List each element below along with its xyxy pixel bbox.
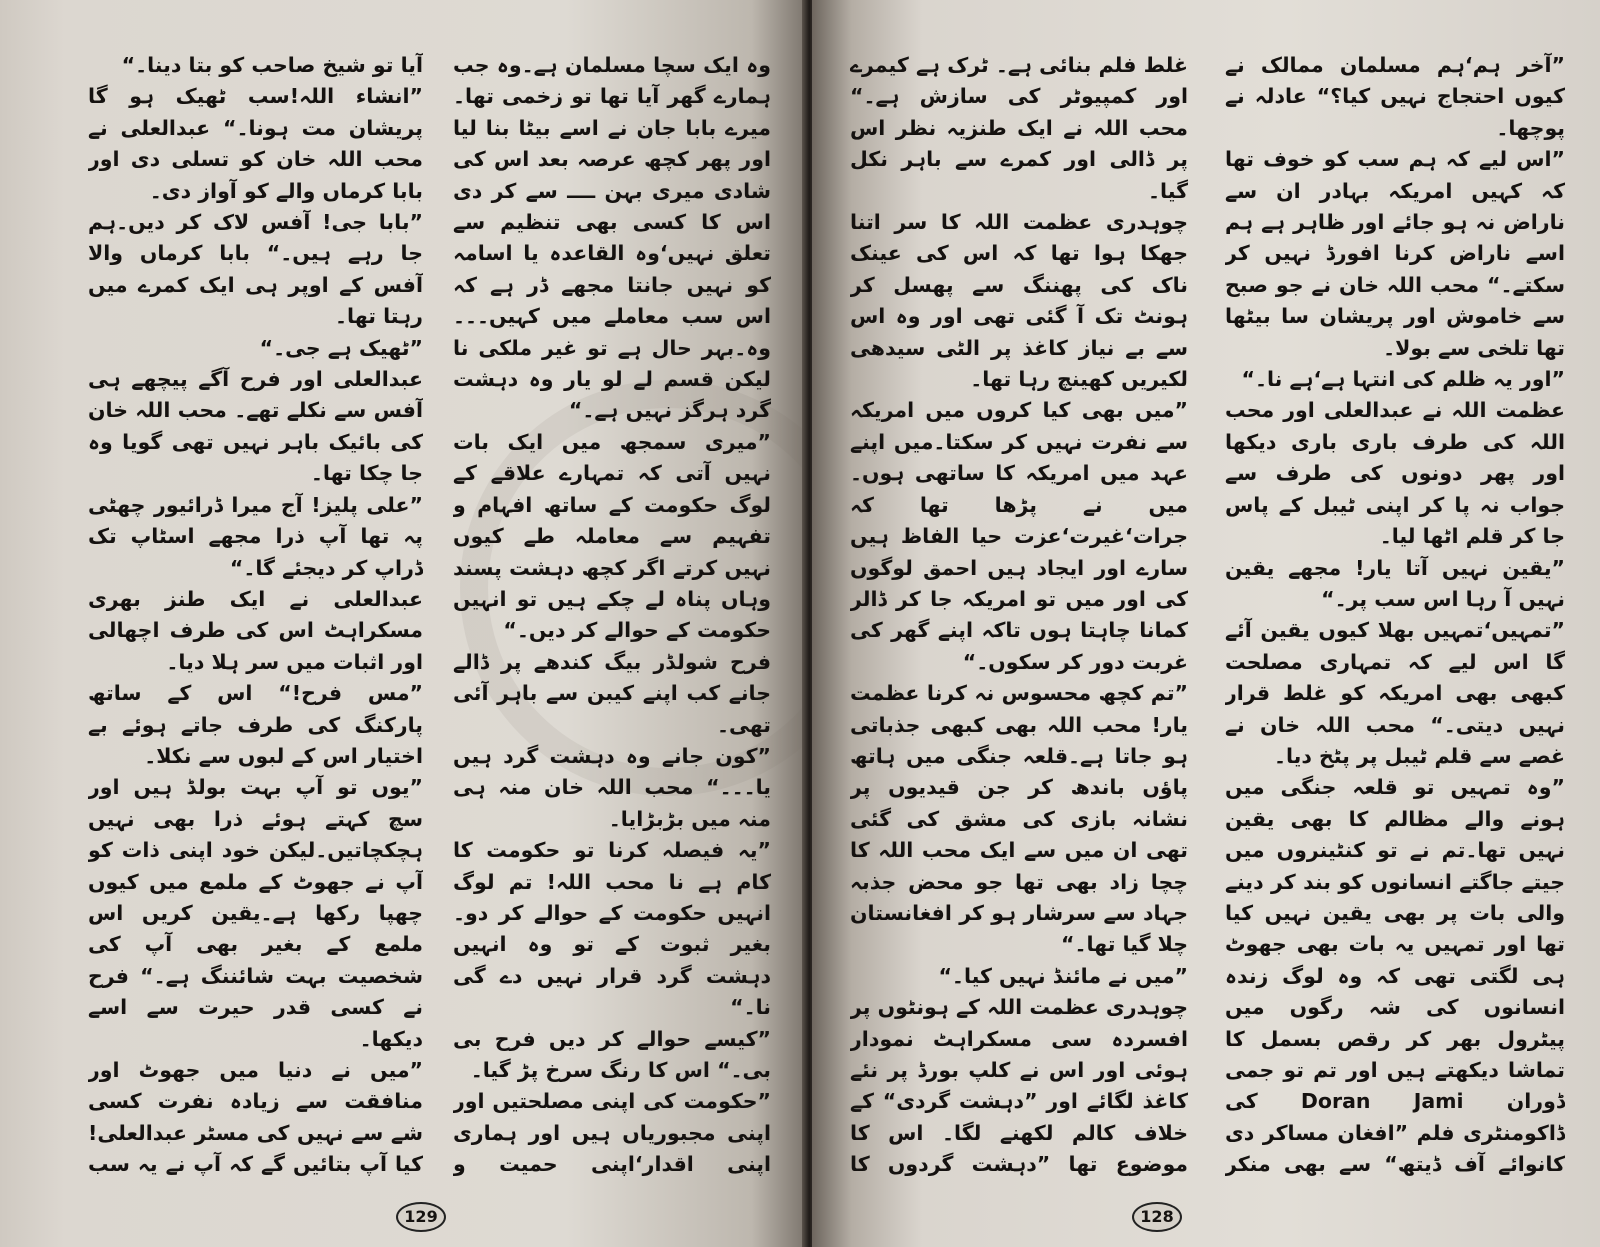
- paragraph: عبدالعلی نے ایک طنز بھری مسکراہٹ اس کی طرف اچھالی اور اثبات میں سر ہلا دیا۔: [88, 586, 423, 674]
- paragraph: ”مس فرح!“ اس کے ساتھ پارکنگ کی طرف جاتے ہوئے بے اختیار اس کے لبوں سے نکلا۔: [88, 681, 423, 768]
- right-page-column-right: [1225, 50, 1565, 1180]
- paragraph: چوہدری عظمت اللہ کا سر اتنا جھکا ہوا تھا کہ اس کی عینک ناک کی پھننگ سے پھسل کر ہونٹ تک آ گئی تھی اور وہ اس سے بے نیاز کاغذ پر الٹی سیدھی لکیریں کھینچ رہا تھا۔: [850, 210, 1188, 392]
- paragraph: ”میں نے مائنڈ نہیں کیا۔“: [938, 963, 1188, 988]
- paragraph: فرح شولڈر بیگ کندھے پر ڈالے جانے کب اپنے کیبن سے باہر آئی تھی۔: [453, 649, 771, 737]
- paragraph: عظمت اللہ نے عبدالعلی اور محب اللہ کی طرف باری باری دیکھا اور پھر دونوں کی طرف سے جواب نہ پا کر اپنی ٹیبل کے پاس جا کر قلم اٹھا لیا۔: [1225, 398, 1565, 549]
- right-page: [812, 0, 1600, 1247]
- paragraph: آیا تو شیخ صاحب کو بتا دینا۔“: [121, 53, 423, 77]
- right-page-column-left: [850, 50, 1188, 1180]
- paragraph: ”ٹھیک ہے جی۔“: [259, 335, 423, 360]
- paragraph: ”آخر ہم‘ہم مسلمان ممالک نے کیوں احتجاج نہیں کیا؟“ عادلہ نے پوچھا۔: [1225, 53, 1565, 140]
- paragraph: ”میں بھی کیا کروں میں امریکہ سے نفرت نہیں کر سکتا۔میں اپنے عہد میں امریکہ کا ساتھی ہوں۔میں نے پڑھا تھا کہ جرات‘غیرت‘عزت حیا الفاظ ہیں سارے اور ایجاد ہیں احمق لوگوں کی اور میں تو امریکہ جا کر ڈالر کمانا چاہتا ہوں تاکہ اپنے گھر کی غربت دور کر سکوں۔“: [850, 398, 1188, 674]
- paragraph: چوہدری عظمت اللہ کے ہونٹوں پر افسردہ سی مسکراہٹ نمودار ہوئی اور اس نے کلپ بورڈ پر نئے کاغذ لگائے اور ”دہشت گردی“ کے خلاف کالم لکھنے لگا۔ اس کا موضوع تھا ”دہشت گردوں کا: [850, 995, 1188, 1177]
- paragraph: ”یہ فیصلہ کرنا تو حکومت کا کام ہے نا محب اللہ! تم لوگ انہیں حکومت کے حوالے کر دو۔بغیر ثبوت کے تو وہ انہیں دہشت گرد قرار نہیں دے گی نا۔“: [453, 838, 771, 1020]
- paragraph: ”بابا جی! آفس لاک کر دیں۔ہم جا رہے ہیں۔“ بابا کرماں والا آفس کے اوپر ہی ایک کمرے میں رہتا تھا۔: [88, 210, 423, 329]
- left-page-column-left: [88, 50, 423, 1180]
- paragraph: ”تمہیں‘تمہیں بھلا کیوں یقین آئے گا اس لیے کہ تمہاری مصلحت کبھی بھی امریکہ کو غلط قرار نہیں دیتی۔“ محب اللہ خان نے غصے سے قلم ٹیبل پر پٹخ دیا۔: [1225, 618, 1565, 768]
- page-number-128: 128: [1132, 1202, 1182, 1232]
- paragraph: غلط فلم بنائی ہے۔ ٹرک ہے کیمرے اور کمپیوٹر کی سازش ہے۔“ محب اللہ نے ایک طنزیہ نظر اس پر ڈالی اور کمرے سے باہر نکل گیا۔: [850, 53, 1188, 203]
- paragraph: عبدالعلی اور فرح آگے پیچھے ہی آفس سے نکلے تھے۔ محب اللہ خان کی بائیک باہر نہیں تھی گویا وہ جا چکا تھا۔: [88, 367, 423, 486]
- paragraph: ”کیسے حوالے کر دیں فرح بی بی۔“ اس کا رنگ سرخ پڑ گیا۔: [453, 1026, 771, 1082]
- paragraph: ”اور یہ ظلم کی انتہا ہے‘ہے نا۔“: [1241, 367, 1565, 392]
- paragraph: ”میں نے دنیا میں جھوٹ اور منافقت سے زیادہ نفرت کسی شے سے نہیں کی مسٹر عبدالعلی!کیا آپ بتائیں گے کہ آپ نے یہ سب: [88, 1058, 423, 1177]
- paragraph: ”کون جانے وہ دہشت گرد ہیں یا۔۔۔“ محب اللہ خان منہ ہی منہ میں بڑبڑایا۔: [453, 743, 771, 831]
- paragraph: ”وہ تمہیں تو قلعہ جنگی میں ہونے والے مظالم کا بھی یقین نہیں تھا۔تم نے تو کنٹینروں میں جیتے جاگتے انسانوں کو بند کر دینے والی بات پر بھی یقین نہیں کیا تھا اور تمہیں یہ بات بھی جھوٹ ہی لگتی تھی کہ وہ لوگ زندہ انسانوں کی شہ رگوں میں پیٹرول بھر کر رقص بسمل کا تماشا دیکھتے ہیں اور تم تو جمی ڈوران Doran Jami کی ڈاکومنٹری فلم ”افغان مساکر دی کانوائے آف ڈیتھ“ سے بھی منکر: [1225, 775, 1565, 1177]
- page-number-129: 129: [396, 1202, 446, 1232]
- paragraph: ”یوں تو آپ بہت بولڈ ہیں اور سچ کہتے ہوئے ذرا بھی نہیں ہچکچاتیں۔لیکن خود اپنی ذات کو آپ نے جھوٹ کے ملمع میں کیوں چھپا رکھا ہے۔یقین کریں اس ملمع کے بغیر بھی آپ کی شخصیت بہت شائننگ ہے۔“ فرح نے کسی قدر حیرت سے اسے دیکھا۔: [88, 775, 423, 1051]
- left-page-column-right: [453, 50, 771, 1180]
- paragraph: وہ ایک سچا مسلمان ہے۔وہ جب ہمارے گھر آیا تھا تو زخمی تھا۔ میرے بابا جان نے اسے بیٹا بنا لیا اور پھر کچھ عرصہ بعد اس کی شادی میری بہن ــــ سے کر دی اس کا کسی بھی تنظیم سے تعلق نہیں‘وہ القاعدہ یا اسامہ کو نہیں جانتا مجھے ڈر ہے کہ اس سب معاملے میں کہیں۔۔۔وہ۔بہر حال ہے تو غیر ملکی نا لیکن قسم لے لو یار وہ دہشت گرد ہرگز نہیں ہے۔“: [453, 53, 771, 423]
- paragraph: ”تم کچھ محسوس نہ کرنا عظمت یار! محب اللہ بھی کبھی جذباتی ہو جاتا ہے۔قلعہ جنگی میں ہاتھ پاؤں باندھ کر جن قیدیوں پر نشانہ بازی کی مشق کی گئی تھی ان میں سے ایک محب اللہ کا چچا زاد بھی تھا جو محض جذبہ جہاد سے سرشار ہو کر افغانستان چلا گیا تھا۔“: [850, 681, 1188, 957]
- paragraph: ”یقین نہیں آتا یار! مجھے یقین نہیں آ رہا اس سب پر۔“: [1225, 555, 1565, 611]
- paragraph: ”اس لیے کہ ہم سب کو خوف تھا کہ کہیں امریکہ بہادر ان سے ناراض نہ ہو جائے اور ظاہر ہے ہم اسے ناراض کرنا افورڈ نہیں کر سکتے۔“ محب اللہ خان نے جو صبح سے خاموش اور پریشان سا بیٹھا تھا تلخی سے بولا۔: [1225, 147, 1565, 360]
- paragraph: ”علی پلیز! آج میرا ڈرائیور چھٹی پہ تھا آپ ذرا مجھے اسٹاپ تک ڈراپ کر دیجئے گا۔“: [88, 492, 423, 580]
- paragraph: ”میری سمجھ میں ایک بات نہیں آتی کہ تمہارے علاقے کے لوگ حکومت کے ساتھ افہام و تفہیم سے معاملہ طے کیوں نہیں کرتے اگر کچھ دہشت پسند وہاں پناہ لے چکے ہیں تو انہیں حکومت کے حوالے کر دیں۔“: [453, 429, 771, 643]
- paragraph: ”حکومت کی اپنی مصلحتیں اور اپنی مجبوریاں ہیں اور ہماری اپنی اقدار‘اپنی حمیت و: [453, 1089, 771, 1177]
- paragraph: ”انشاء اللہ!سب ٹھیک ہو گا پریشان مت ہونا۔“ عبدالعلی نے محب اللہ خان کو تسلی دی اور بابا کرماں والے کو آواز دی۔: [88, 84, 423, 203]
